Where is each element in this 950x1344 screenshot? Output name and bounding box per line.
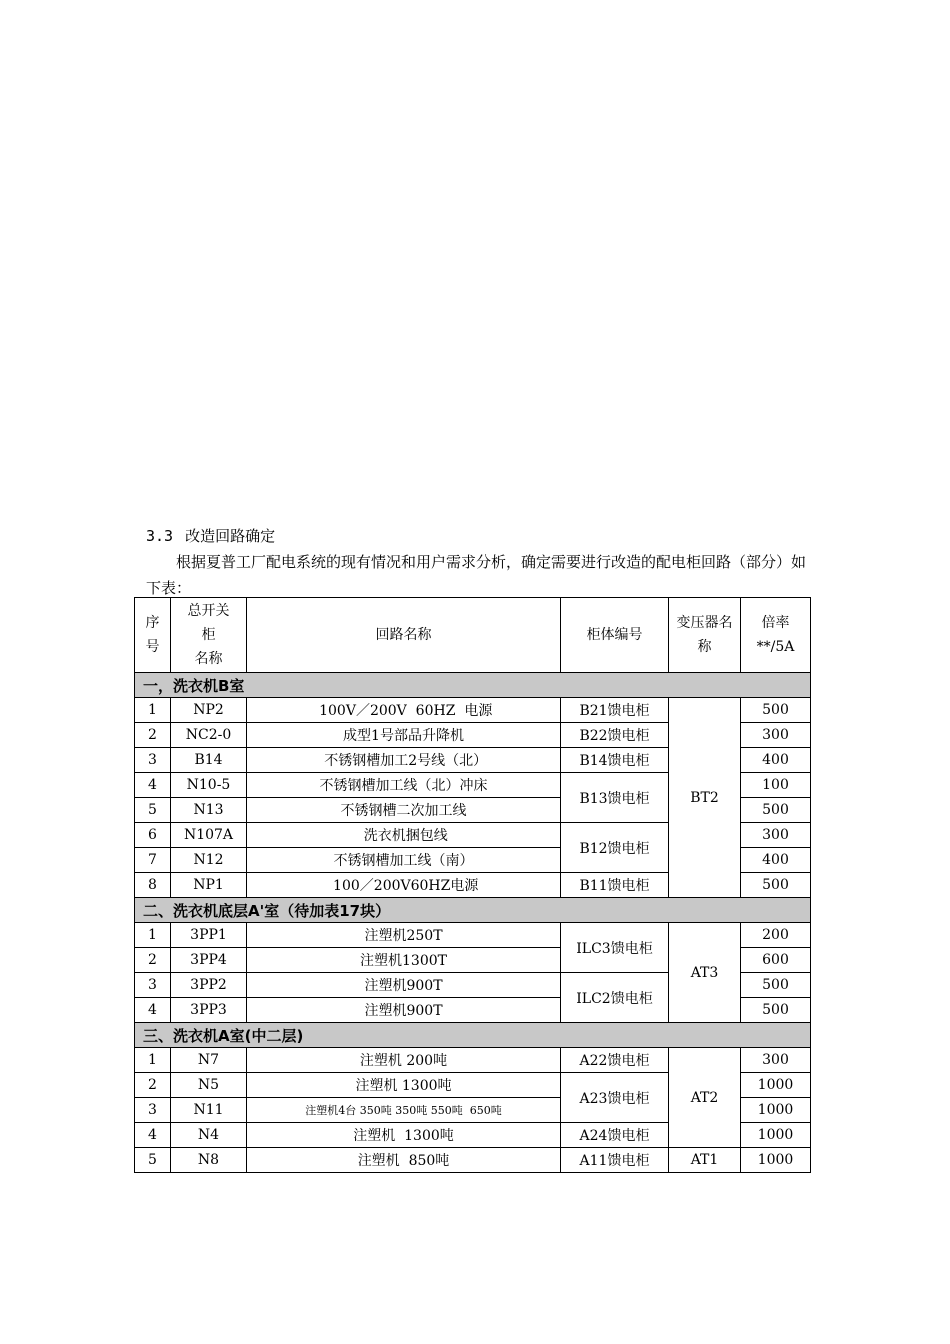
cell-circuit: 注塑机900T xyxy=(247,973,561,998)
cell-no: 1 xyxy=(135,698,171,723)
cell-circuit: 注塑机 1300吨 xyxy=(247,1123,561,1148)
cell-ratio: 300 xyxy=(741,723,811,748)
cell-cabinet: A22馈电柜 xyxy=(561,1048,669,1073)
cell-ratio: 500 xyxy=(741,873,811,898)
header-ratio: 倍率 **/5A xyxy=(741,598,811,673)
cell-ratio: 300 xyxy=(741,1048,811,1073)
cell-cabinet: A24馈电柜 xyxy=(561,1123,669,1148)
group-row xyxy=(135,1023,811,1048)
cell-switch: NP1 xyxy=(171,873,247,898)
cell-no: 7 xyxy=(135,848,171,873)
table-row xyxy=(135,698,811,723)
cell-no: 3 xyxy=(135,748,171,773)
header-no: 序号 xyxy=(135,598,171,673)
cell-no: 2 xyxy=(135,948,171,973)
cell-switch: 3PP2 xyxy=(171,973,247,998)
cell-circuit: 注塑机250T xyxy=(247,923,561,948)
table-row xyxy=(135,923,811,948)
header-transformer: 变压器名称 xyxy=(669,598,741,673)
cell-cabinet: B11馈电柜 xyxy=(561,873,669,898)
cell-no: 1 xyxy=(135,923,171,948)
cell-circuit: 注塑机4台 350吨 350吨 550吨 650吨 xyxy=(247,1098,561,1123)
circuit-table xyxy=(134,597,811,1173)
cell-cabinet: A11馈电柜 xyxy=(561,1148,669,1173)
cell-ratio: 500 xyxy=(741,798,811,823)
cell-ratio: 1000 xyxy=(741,1098,811,1123)
group-title: 三、洗衣机A室(中二层) xyxy=(135,1023,811,1048)
cell-circuit: 不锈钢槽加工线（南） xyxy=(247,848,561,873)
cell-cabinet: B13馈电柜 xyxy=(561,773,669,823)
cell-no: 8 xyxy=(135,873,171,898)
cell-switch: 3PP3 xyxy=(171,998,247,1023)
section-heading xyxy=(146,525,275,546)
cell-no: 4 xyxy=(135,1123,171,1148)
cell-ratio: 400 xyxy=(741,848,811,873)
cell-cabinet: A23馈电柜 xyxy=(561,1073,669,1123)
section-number: 3.3 xyxy=(146,527,174,545)
cell-cabinet: B21馈电柜 xyxy=(561,698,669,723)
cell-circuit: 注塑机 200吨 xyxy=(247,1048,561,1073)
cell-ratio: 300 xyxy=(741,823,811,848)
cell-circuit: 100／200V60HZ电源 xyxy=(247,873,561,898)
cell-circuit: 注塑机 850吨 xyxy=(247,1148,561,1173)
cell-switch: 3PP4 xyxy=(171,948,247,973)
group-row xyxy=(135,898,811,923)
table-row xyxy=(135,1048,811,1073)
cell-ratio: 1000 xyxy=(741,1148,811,1173)
cell-no: 4 xyxy=(135,773,171,798)
cell-circuit: 注塑机1300T xyxy=(247,948,561,973)
cell-no: 3 xyxy=(135,1098,171,1123)
cell-circuit: 不锈钢槽加工2号线（北） xyxy=(247,748,561,773)
cell-no: 2 xyxy=(135,723,171,748)
table-row xyxy=(135,1148,811,1173)
cell-cabinet: B12馈电柜 xyxy=(561,823,669,873)
cell-ratio: 200 xyxy=(741,923,811,948)
cell-transformer: BT2 xyxy=(669,698,741,898)
cell-switch: NP2 xyxy=(171,698,247,723)
header-cabinet: 柜体编号 xyxy=(561,598,669,673)
cell-switch: N5 xyxy=(171,1073,247,1098)
cell-ratio: 500 xyxy=(741,998,811,1023)
cell-circuit: 成型1号部品升降机 xyxy=(247,723,561,748)
cell-transformer: AT2 xyxy=(669,1048,741,1148)
cell-cabinet: ILC2馈电柜 xyxy=(561,973,669,1023)
cell-switch: 3PP1 xyxy=(171,923,247,948)
intro-paragraph: 根据夏普工厂配电系统的现有情况和用户需求分析，确定需要进行改造的配电柜回路（部分）如下表： xyxy=(146,553,807,597)
cell-ratio: 100 xyxy=(741,773,811,798)
cell-switch: N10-5 xyxy=(171,773,247,798)
cell-switch: N7 xyxy=(171,1048,247,1073)
cell-ratio: 1000 xyxy=(741,1123,811,1148)
cell-no: 5 xyxy=(135,1148,171,1173)
cell-no: 1 xyxy=(135,1048,171,1073)
cell-cabinet: ILC3馈电柜 xyxy=(561,923,669,973)
group-title: 二、洗衣机底层A'室（待加表17块） xyxy=(135,898,811,923)
cell-transformer: AT1 xyxy=(669,1148,741,1173)
section-title: 改造回路确定 xyxy=(185,527,276,545)
cell-circuit: 注塑机 1300吨 xyxy=(247,1073,561,1098)
cell-cabinet: B22馈电柜 xyxy=(561,723,669,748)
cell-switch: N11 xyxy=(171,1098,247,1123)
cell-circuit: 注塑机900T xyxy=(247,998,561,1023)
group-title: 一，洗衣机B室 xyxy=(135,673,811,698)
cell-switch: N107A xyxy=(171,823,247,848)
header-circuit: 回路名称 xyxy=(247,598,561,673)
cell-switch: B14 xyxy=(171,748,247,773)
cell-no: 2 xyxy=(135,1073,171,1098)
cell-switch: N8 xyxy=(171,1148,247,1173)
cell-switch: NC2-0 xyxy=(171,723,247,748)
cell-circuit: 100V／200V 60HZ 电源 xyxy=(247,698,561,723)
cell-circuit: 不锈钢槽二次加工线 xyxy=(247,798,561,823)
cell-switch: N13 xyxy=(171,798,247,823)
cell-circuit: 不锈钢槽加工线（北）冲床 xyxy=(247,773,561,798)
cell-transformer: AT3 xyxy=(669,923,741,1023)
cell-switch: N4 xyxy=(171,1123,247,1148)
cell-no: 6 xyxy=(135,823,171,848)
cell-ratio: 500 xyxy=(741,698,811,723)
cell-no: 5 xyxy=(135,798,171,823)
header-switch: 总开关 柜 名称 xyxy=(171,598,247,673)
cell-ratio: 1000 xyxy=(741,1073,811,1098)
group-row xyxy=(135,673,811,698)
cell-ratio: 600 xyxy=(741,948,811,973)
cell-no: 4 xyxy=(135,998,171,1023)
cell-cabinet: B14馈电柜 xyxy=(561,748,669,773)
cell-ratio: 400 xyxy=(741,748,811,773)
cell-ratio: 500 xyxy=(741,973,811,998)
table-header-row xyxy=(135,598,811,673)
cell-circuit: 洗衣机捆包线 xyxy=(247,823,561,848)
cell-switch: N12 xyxy=(171,848,247,873)
cell-no: 3 xyxy=(135,973,171,998)
